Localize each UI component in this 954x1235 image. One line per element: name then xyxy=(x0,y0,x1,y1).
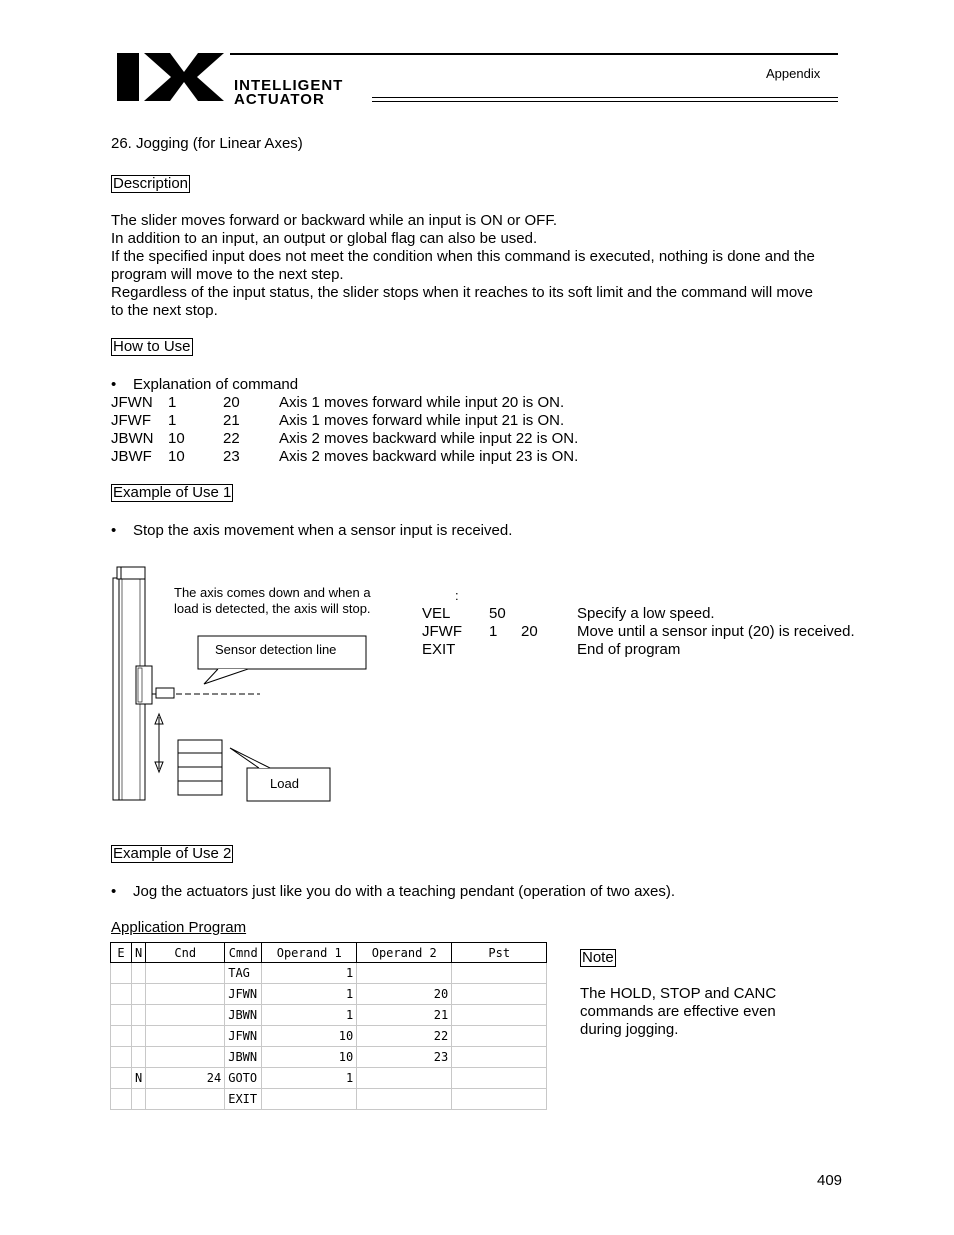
cell-e xyxy=(111,1068,132,1089)
cell-cmnd: GOTO xyxy=(225,1068,262,1089)
cell-cnd: 24 xyxy=(146,1068,225,1089)
cell-n xyxy=(132,1026,146,1047)
cell-cmnd: JFWN xyxy=(225,984,262,1005)
cell-cnd xyxy=(146,1005,225,1026)
cell-operand1: 1 xyxy=(262,1068,357,1089)
diagram-note: load is detected, the axis will stop. xyxy=(174,601,371,616)
application-program-label: Application Program xyxy=(111,919,247,936)
prog-desc: Specify a low speed. xyxy=(577,605,715,622)
cmd-row-op2: 21 xyxy=(223,412,240,429)
cell-n xyxy=(132,1047,146,1068)
program-table xyxy=(110,942,547,1110)
cmd-row-desc: Axis 1 moves forward while input 21 is ON. xyxy=(279,412,565,429)
cmd-row-cmd: JBWN xyxy=(111,430,154,447)
cell-cnd xyxy=(146,963,225,984)
cell-cnd xyxy=(146,984,225,1005)
how-to-use-heading: How to Use xyxy=(113,338,191,355)
prog-op2: 20 xyxy=(521,623,538,640)
cell-n: N xyxy=(132,1068,146,1089)
table-row xyxy=(111,963,547,984)
cell-operand1: 10 xyxy=(262,1026,357,1047)
description-heading: Description xyxy=(113,175,189,192)
cell-cmnd: JFWN xyxy=(225,1026,262,1047)
description-line: In addition to an input, an output or global flag can also be used. xyxy=(111,230,538,247)
description-line: to the next stop. xyxy=(111,302,218,319)
explanation-bullet: • Explanation of command xyxy=(133,376,298,394)
cell-e xyxy=(111,1047,132,1068)
table-row xyxy=(111,1089,547,1110)
note-line: during jogging. xyxy=(580,1021,679,1038)
cell-e xyxy=(111,1026,132,1047)
prog-desc: End of program xyxy=(577,641,681,658)
cell-operand1: 1 xyxy=(262,984,357,1005)
cell-n xyxy=(132,963,146,984)
example2-bullet: • Jog the actuators just like you do with a teaching pendant (operation of two axes). xyxy=(133,883,675,901)
cell-e xyxy=(111,963,132,984)
col-header-cmnd: Cmnd xyxy=(225,943,262,963)
note-heading: Note xyxy=(582,949,614,966)
cell-operand2 xyxy=(357,1089,452,1110)
example1-heading: Example of Use 1 xyxy=(113,484,232,501)
cmd-row-desc: Axis 2 moves backward while input 22 is ON. xyxy=(279,430,579,447)
diagram-note: The axis comes down and when a xyxy=(174,585,371,600)
cell-e xyxy=(111,1005,132,1026)
cmd-row-desc: Axis 1 moves forward while input 20 is ON. xyxy=(279,394,565,411)
cell-n xyxy=(132,1089,146,1110)
table-row xyxy=(111,984,547,1005)
prog-op1: 50 xyxy=(489,605,506,622)
description-line: Regardless of the input status, the slider stops when it reaches to its soft limit and the command will move xyxy=(111,284,813,301)
cell-operand2 xyxy=(357,963,452,984)
cell-pst xyxy=(452,1068,547,1089)
cell-cmnd: JBWN xyxy=(225,1047,262,1068)
cell-pst xyxy=(452,1005,547,1026)
cmd-row-op1: 10 xyxy=(168,430,185,447)
page-number: 409 xyxy=(817,1172,843,1189)
cell-cmnd: TAG xyxy=(225,963,262,984)
cmd-row-op2: 20 xyxy=(223,394,240,411)
cmd-row-op2: 22 xyxy=(223,430,240,447)
page-title: 26. Jogging (for Linear Axes) xyxy=(111,135,303,152)
table-row xyxy=(111,1026,547,1047)
cell-operand1: 10 xyxy=(262,1047,357,1068)
cell-cnd xyxy=(146,1026,225,1047)
load-label: Load xyxy=(270,776,299,791)
cell-pst xyxy=(452,1089,547,1110)
cell-cmnd: EXIT xyxy=(225,1089,262,1110)
table-row xyxy=(111,1005,547,1026)
cell-cnd xyxy=(146,1047,225,1068)
cmd-row-desc: Axis 2 moves backward while input 23 is ON. xyxy=(279,448,579,465)
description-line: If the specified input does not meet the condition when this command is executed, nothing is done and the xyxy=(111,248,815,265)
cell-pst xyxy=(452,1047,547,1068)
header-section: Appendix xyxy=(766,66,821,81)
col-header-operand1: Operand 1 xyxy=(262,943,357,963)
col-header-e: E xyxy=(111,943,132,963)
note-line: The HOLD, STOP and CANC xyxy=(580,985,777,1002)
cell-n xyxy=(132,984,146,1005)
prog-op1: 1 xyxy=(489,623,498,640)
prog-cmd: JFWF xyxy=(422,623,462,640)
cell-e xyxy=(111,984,132,1005)
cmd-row-op1: 10 xyxy=(168,448,185,465)
header-rule-top xyxy=(230,53,838,55)
note-line: commands are effective even xyxy=(580,1003,776,1020)
description-line: program will move to the next step. xyxy=(111,266,344,283)
cell-pst xyxy=(452,963,547,984)
cell-operand2: 23 xyxy=(357,1047,452,1068)
cmd-row-op1: 1 xyxy=(168,412,177,429)
table-header-row xyxy=(111,943,547,963)
cmd-row-cmd: JFWN xyxy=(111,394,153,411)
cell-cnd xyxy=(146,1089,225,1110)
cell-operand2: 20 xyxy=(357,984,452,1005)
cell-cmnd: JBWN xyxy=(225,1005,262,1026)
description-line: The slider moves forward or backward while an input is ON or OFF. xyxy=(111,212,557,229)
cmd-row-cmd: JFWF xyxy=(111,412,151,429)
cell-pst xyxy=(452,984,547,1005)
cell-operand1 xyxy=(262,1089,357,1110)
cell-e xyxy=(111,1089,132,1110)
header xyxy=(112,50,842,110)
col-header-operand2: Operand 2 xyxy=(357,943,452,963)
prog-desc: Move until a sensor input (20) is received. xyxy=(577,623,855,640)
cell-operand1: 1 xyxy=(262,1005,357,1026)
cell-operand2 xyxy=(357,1068,452,1089)
col-header-n: N xyxy=(132,943,146,963)
col-header-cnd: Cnd xyxy=(146,943,225,963)
cell-operand2: 22 xyxy=(357,1026,452,1047)
prog-cmd: EXIT xyxy=(422,641,456,658)
svg-text:INTELLIGENT: INTELLIGENT xyxy=(234,77,344,94)
cell-operand2: 21 xyxy=(357,1005,452,1026)
col-header-pst: Pst xyxy=(452,943,547,963)
cmd-row-cmd: JBWF xyxy=(111,448,152,465)
table-row xyxy=(111,1068,547,1089)
program-colon: : xyxy=(455,588,459,603)
cell-pst xyxy=(452,1026,547,1047)
intelligent-actuator-logo xyxy=(112,50,402,106)
cmd-row-op1: 1 xyxy=(168,394,177,411)
example2-heading: Example of Use 2 xyxy=(113,845,232,862)
cell-operand1: 1 xyxy=(262,963,357,984)
cmd-row-op2: 23 xyxy=(223,448,240,465)
header-rule-bottom xyxy=(372,97,838,102)
cell-n xyxy=(132,1005,146,1026)
table-row xyxy=(111,1047,547,1068)
sensor-detection-label: Sensor detection line xyxy=(215,642,337,657)
svg-text:ACTUATOR: ACTUATOR xyxy=(234,91,325,106)
prog-cmd: VEL xyxy=(422,605,451,622)
example1-bullet: • Stop the axis movement when a sensor input is received. xyxy=(133,522,512,540)
